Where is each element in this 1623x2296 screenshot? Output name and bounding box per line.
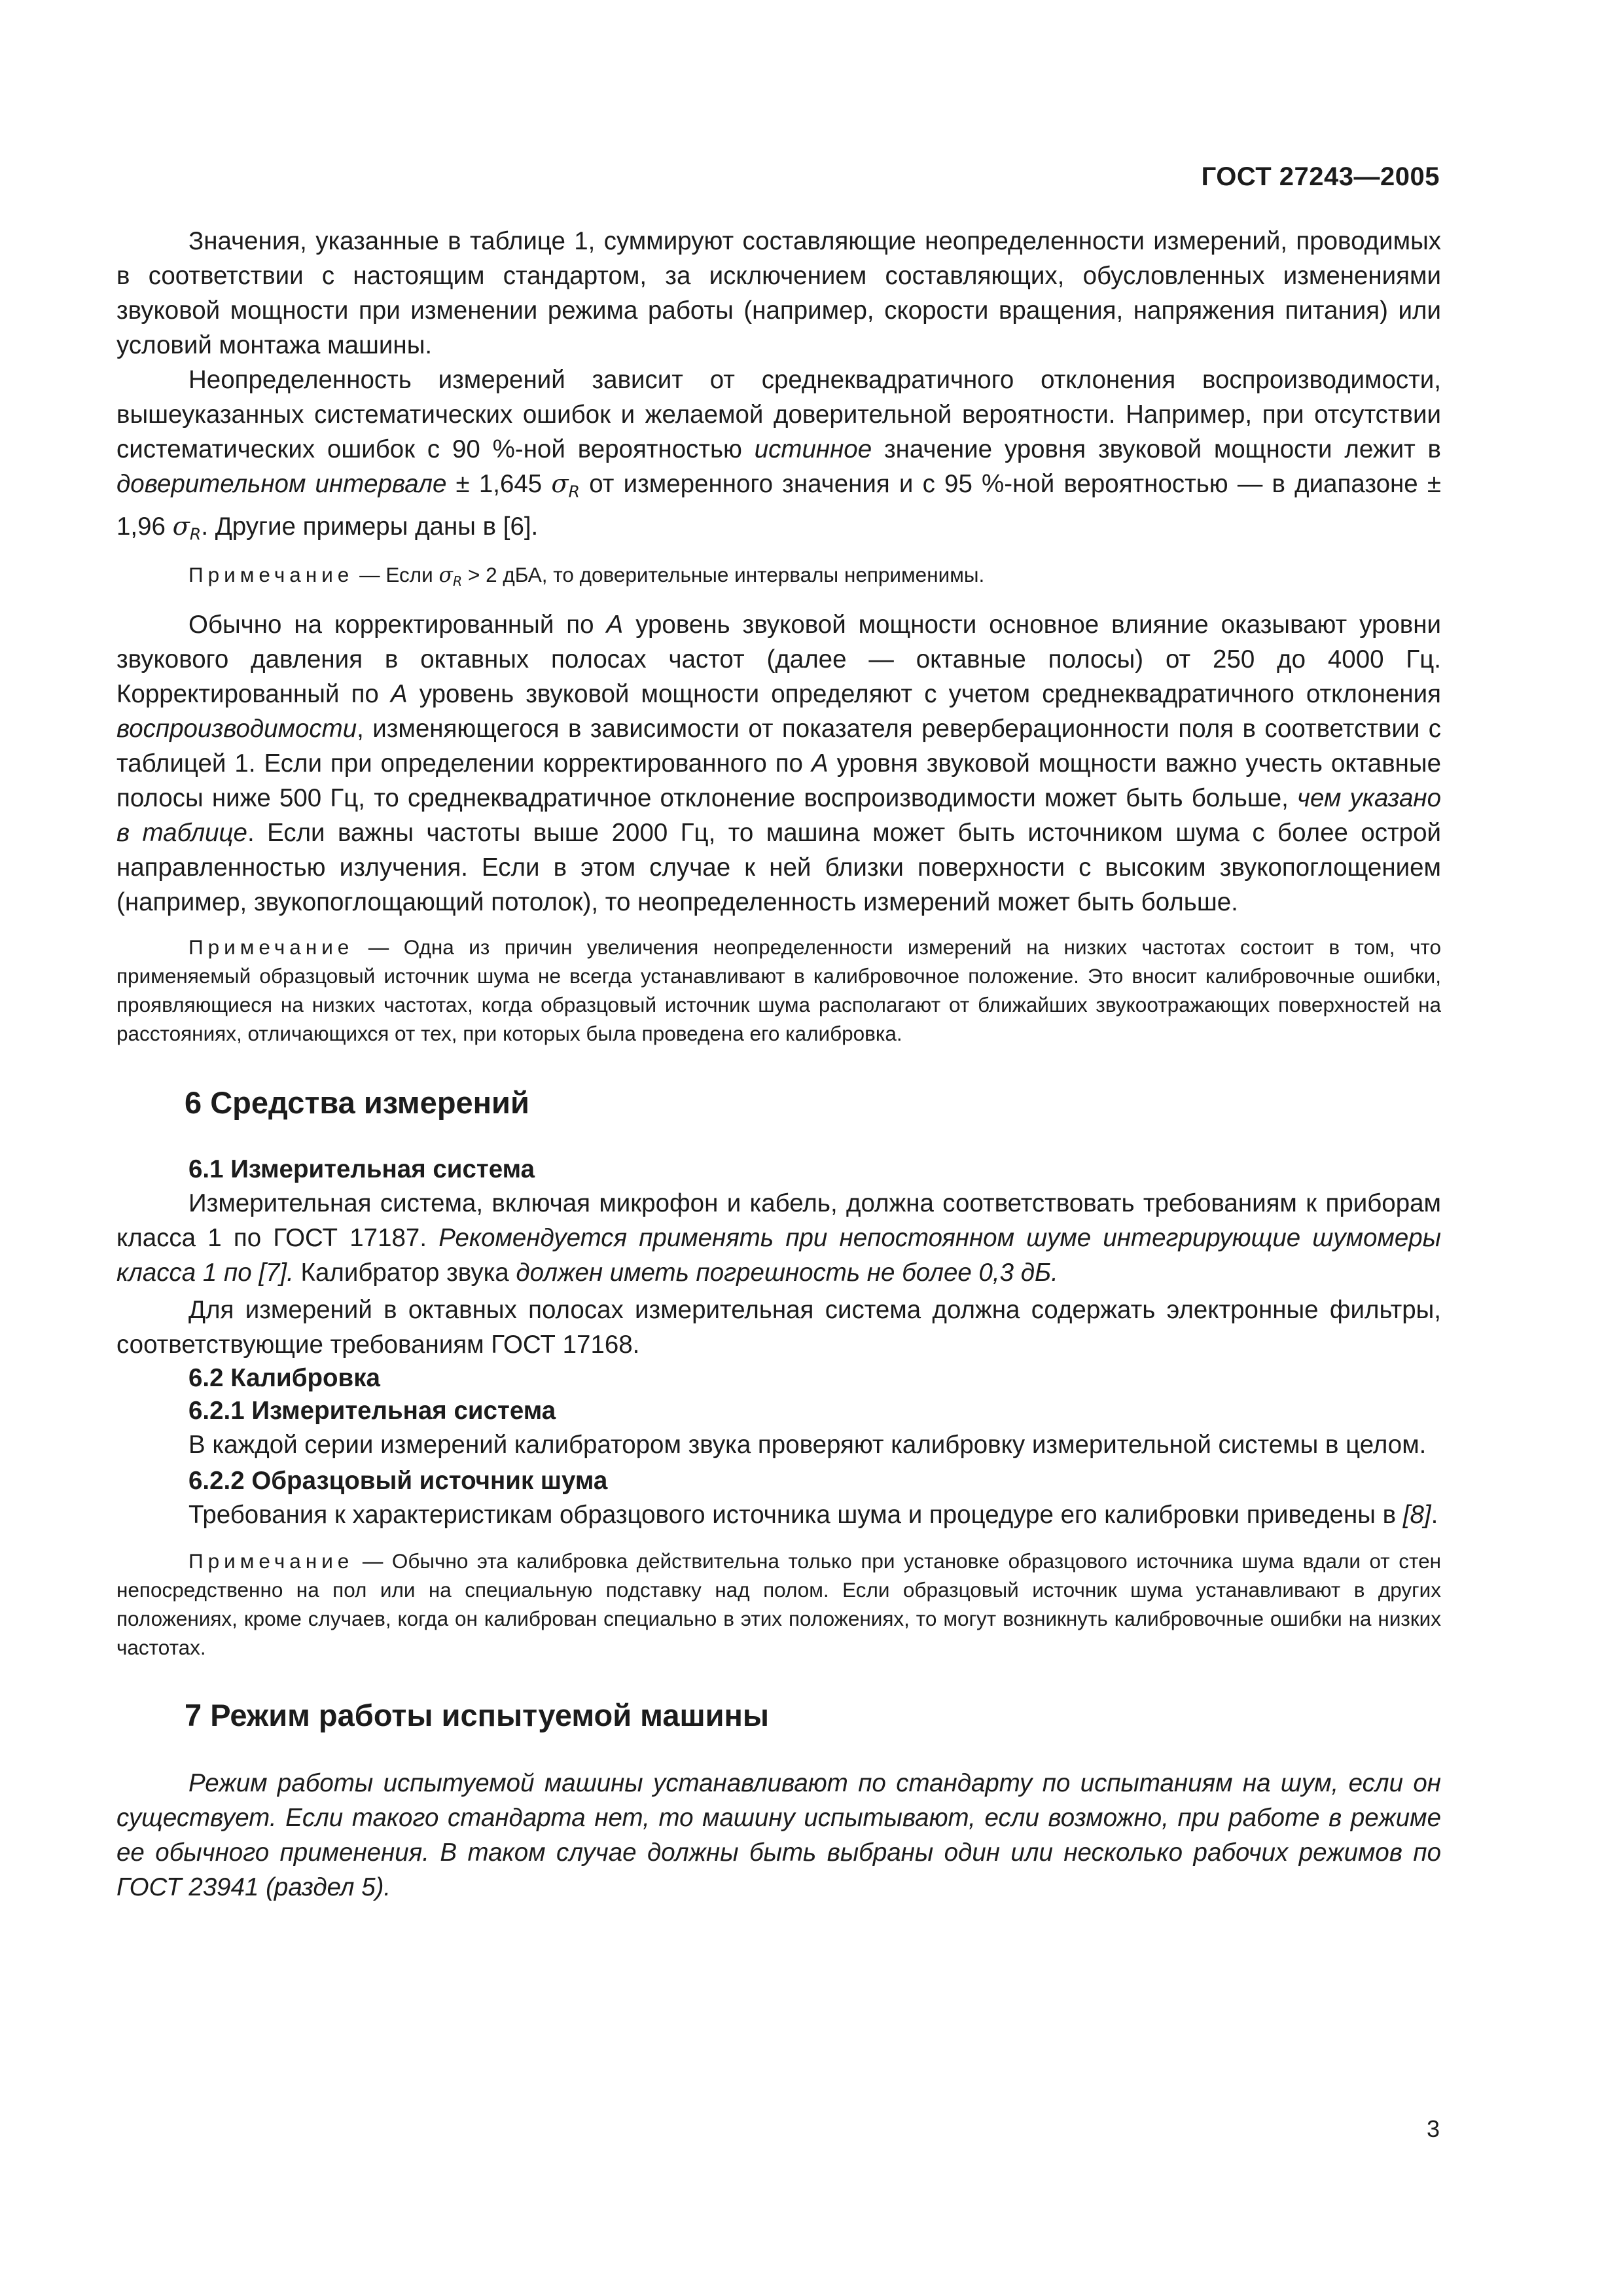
section-6-2-heading: 6.2 Калибровка [188, 1364, 380, 1393]
section-6-1-heading: 6.1 Измерительная система [188, 1155, 535, 1184]
note-confidence-intervals: Примечание — Если $\sigma_R > 2$ дБА, то доверительные интервалы неприменимы. [188, 563, 985, 590]
section-6-2-1-heading: 6.2.1 Измерительная система [188, 1397, 556, 1426]
paragraph-measuring-system: Измерительная система, включая микрофон и кабель, должна соответствовать требованиям к приборам класса 1 по ГОСТ 17187. Рекомендуется применять при непостоянном шуме интегрирующие шумомеры класса 1 по [7]. Калибратор звука должен иметь погрешность не более 0,3 дБ. [116, 1189, 1441, 1287]
page-number: 3 [1426, 2115, 1440, 2142]
paragraph-uncertainty-table: Значения, указанные в таблице 1, суммируют составляющие неопределенности измерений, проводимых в соответствии с настоящим стандартом, за исключением составляющих, обусловленных изменениями звуковой мощности при изменении режима работы (например, скорости вращения, напряжения питания) или условий монтажа машины. [116, 227, 1441, 359]
note-label: Примечание [188, 563, 354, 586]
section-6-heading: 6 Средства измерений [185, 1085, 529, 1121]
note-label: Примечание [188, 935, 354, 960]
note-label: Примечание [188, 1549, 354, 1573]
note-calibration-validity: Примечание — Обычно эта калибровка действительна только при установке образцового источника шума вдали от стен непосредственно на пол или на специальную подставку над полом. Если образцовый источник шума устанавливают в других положениях, кроме случаев, когда он калиброван специально в этих положениях, то могут возникнуть калибровочные ошибки на низких частотах. [116, 1549, 1441, 1660]
section-7-heading: 7 Режим работы испытуемой машины [185, 1698, 770, 1733]
note-low-frequency-uncertainty: Примечание — Одна из причин увеличения неопределенности измерений на низких частотах состоит в том, что применяемый образцовый источник шума не всегда устанавливают в калибровочное положение. Это вносит калибровочные ошибки, проявляющиеся на низких частотах, когда образцовый источник шума располагают от ближайших звукоотражающих поверхностей на расстояниях, отличающихся от тех, при которых была проведена его калибровка. [116, 935, 1441, 1046]
paragraph-reference-source: Требования к характеристикам образцового источника шума и процедуре его калибровки приведены в [8]. [188, 1501, 1438, 1530]
paragraph-octave-filters: Для измерений в октавных полосах измерительная система должна содержать электронные фильтры, соответствующие требованиям ГОСТ 17168. [116, 1296, 1441, 1359]
standard-code-header: ГОСТ 27243—2005 [1201, 162, 1440, 191]
paragraph-octave-bands: Обычно на корректированный по A уровень звуковой мощности основное влияние оказывают уровни звукового давления в октавных полосах частот (далее — октавные полосы) от 250 до 4000 Гц. Корректированный по A уровень звуковой мощности определяют с учетом среднеквадратичного отклонения воспроизводимости, изменяющегося в зависимости от показателя реверберационности поля в соответствии с таблицей 1. Если при определении корректированного по A уровня звуковой мощности важно учесть октавные полосы ниже 500 Гц, то среднеквадратичное отклонение воспроизводимости может быть больше, чем указано в таблице. Если важны частоты выше 2000 Гц, то машина может быть источником шума с более острой направленностью излучения. Если в этом случае к ней близки поверхности с высоким звукопоглощением (например, звукопоглощающий потолок), то неопределенность измерений может быть больше. [116, 611, 1442, 917]
page-body [116, 224, 1441, 1905]
paragraph-system-calibration: В каждой серии измерений калибратором звука проверяют калибровку измерительной системы в целом. [188, 1431, 1427, 1460]
sigma-r-symbol: $\sigma_R$ [438, 564, 463, 590]
section-6-2-2-heading: 6.2.2 Образцовый источник шума [188, 1467, 608, 1496]
sigma-r-symbol: $\sigma_R$ [551, 469, 580, 501]
paragraph-operating-mode: Режим работы испытуемой машины устанавливают по стандарту по испытаниям на шум, если он существует. Если такого стандарта нет, то машину испытывают, если возможно, при работе в режиме ее обычного применения. В таком случае должны быть выбраны один или несколько рабочих режимов по ГОСТ 23941 (раздел 5). [116, 1769, 1441, 1902]
sigma-r-symbol: $\sigma_R$ [172, 511, 202, 543]
paragraph-uncertainty-confidence: Неопределенность измерений зависит от среднеквадратичного отклонения воспроизводимости, вышеуказанных систематических ошибок и желаемой доверительной вероятности. Например, при отсутствии систематических ошибок с 90 %-ной вероятностью истинное значение уровня звуковой мощности лежит в доверительном интервале ± 1,645 $\sigma_R$ от измеренного значения и с 95 %-ной вероятностью — в диапазоне ± 1,96 $\sigma_R$. Другие примеры даны в [6]. [116, 366, 1441, 543]
